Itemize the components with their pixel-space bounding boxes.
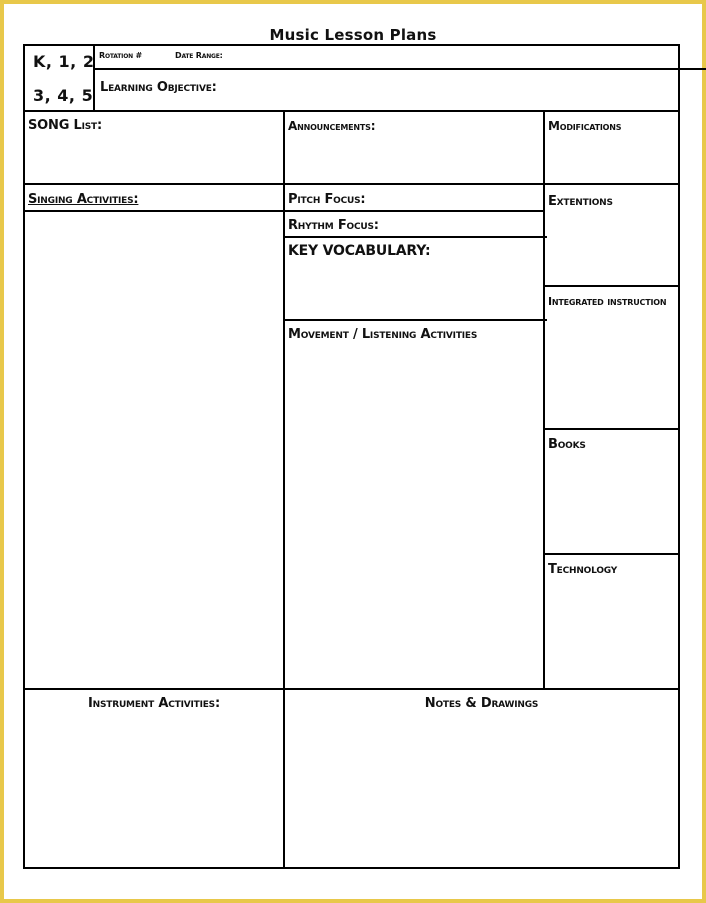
pitch-focus-label: Pitch Focus: bbox=[288, 192, 366, 207]
instrument-activities-label: Instrument Activities: bbox=[88, 696, 220, 711]
announcements-label: Announcements: bbox=[288, 119, 376, 133]
key-vocabulary-label: KEY VOCABULARY: bbox=[288, 243, 431, 259]
books-bottom-line bbox=[543, 553, 678, 555]
grades-line-2: 3, 4, 5 bbox=[33, 86, 94, 105]
vocabulary-bottom-line bbox=[283, 319, 547, 321]
lesson-plan-form bbox=[23, 44, 680, 869]
integrated-bottom-line bbox=[543, 428, 678, 430]
technology-label: Technology bbox=[548, 562, 618, 577]
books-label: Books bbox=[548, 437, 586, 452]
extentions-bottom-line bbox=[543, 285, 678, 287]
date-range-label: Date Range: bbox=[175, 51, 223, 60]
announcements-bottom-line bbox=[283, 183, 545, 185]
column-divider-left bbox=[283, 110, 285, 869]
song-list-bottom-line bbox=[25, 183, 283, 185]
rhythm-focus-bottom-line bbox=[283, 236, 547, 238]
pitch-focus-bottom-line bbox=[283, 210, 545, 212]
rhythm-focus-label: Rhythm Focus: bbox=[288, 218, 379, 233]
rotation-label: Rotation # bbox=[99, 51, 143, 60]
header-divider bbox=[93, 68, 706, 70]
modifications-bottom-line bbox=[543, 183, 678, 185]
integrated-instruction-label: Integrated instruction bbox=[548, 295, 667, 308]
modifications-label: Modifications bbox=[548, 119, 622, 133]
notes-drawings-label: Notes & Drawings bbox=[424, 696, 539, 711]
page-title: Music Lesson Plans bbox=[269, 26, 437, 44]
singing-activities-label: Singing Activities: bbox=[28, 192, 139, 207]
header-bottom-line bbox=[25, 110, 678, 112]
extentions-label: Extentions bbox=[548, 194, 613, 209]
lesson-plan-sheet bbox=[4, 4, 702, 899]
bottom-row-top-line bbox=[25, 688, 678, 690]
grades-line-1: K, 1, 2 bbox=[33, 52, 95, 71]
singing-header-line bbox=[25, 210, 283, 212]
learning-objective-label: Learning Objective: bbox=[100, 80, 217, 95]
column-divider-right bbox=[543, 110, 545, 688]
movement-listening-label: Movement / Listening Activities bbox=[288, 327, 478, 342]
song-list-label: SONG List: bbox=[28, 118, 102, 133]
